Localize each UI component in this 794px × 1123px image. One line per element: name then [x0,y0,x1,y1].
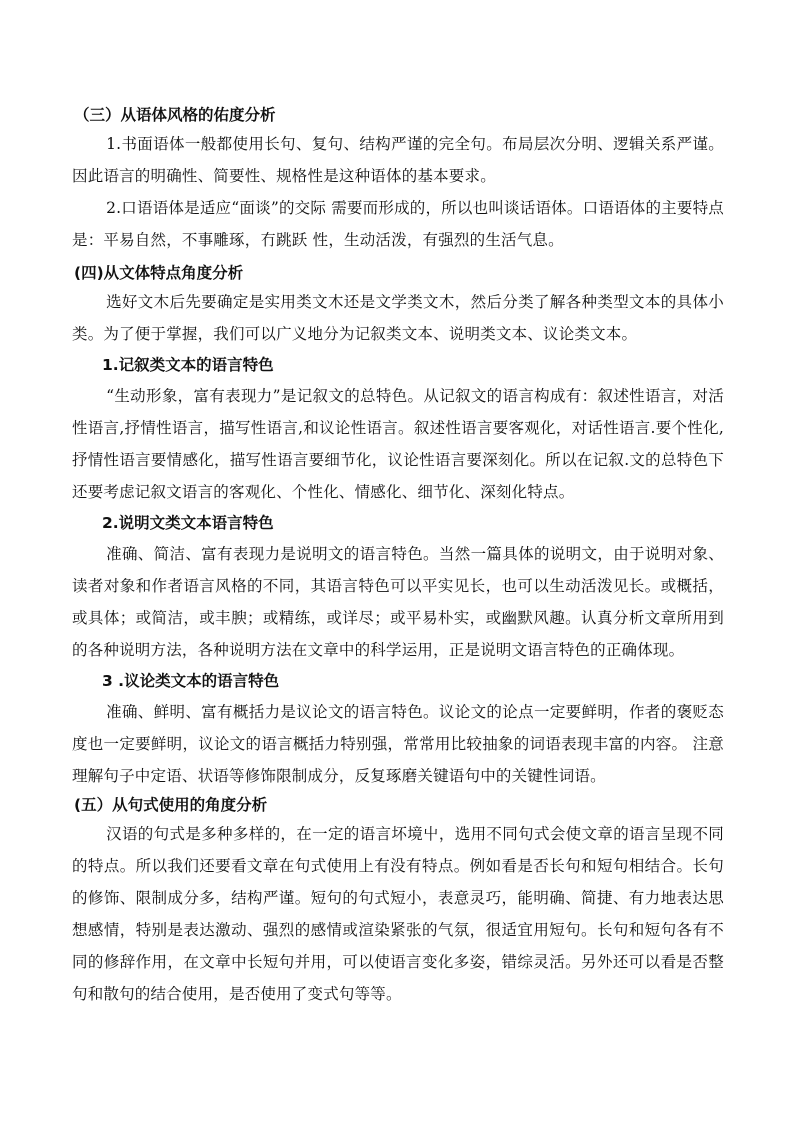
section-heading-5: (五）从句式使用的角度分析 [74,796,268,814]
section-3-paragraph-2: 2.口语语体是适应“面谈”的交际 需要而形成的，所以也叫谈话语体。口语语体的主要特点是：平易自然，不事雕琢，冇跳跃 性，生动活泼，有强烈的生活气息。 [72,199,724,249]
section-5-paragraph: 汉语的句式是多种多样的，在一定的语言坏境屮，选用不同句式会使文章的语言呈现不同的特点。所以我们还要看文章在句式使用上有没有特点。例如看是否长句和短句相结合。长句的修饰、限制成分多，结构严谨。短句的句式短小，表意灵巧，能明确、简捷、有力地表达思想感情，特别是表达激动、强烈的感情或渲染紧张的气氛，很适宜用短句。长句和短句各有不同的修辞作用，在文章中长短句并用，可以使语言变化多姿，错综灵活。另外还可以看是否整句和散句的结合使用，是否使用了变式句等等。 [72,825,724,1003]
subsection-heading-argumentative: 3 .议论类文本的语言特色 [102,672,280,690]
section-3-paragraph-1: 1.书面语体一般都使用长句、复句、结构严谨的完全句。布局层次分明、逻辑关系严谨。因此语言的明确性、简要性、规格性是这种语体的基本要求。 [72,135,724,185]
argumentative-paragraph: 准确、鲜明、富有概括力是议论文的语言特色。议论文的论点一定要鲜明，作者的褒贬态度也一定要鲜明，议论文的语言概括力特别强，常常用比较抽象的词语表现丰富的内容。 注意理解句子中定语、状语等修饰限制成分，反复琢磨关键语句中的关键性词语。 [72,703,724,785]
expository-paragraph: 准确、简洁、富有表现力是说明文的语言特色。当然一篇具体的说明文，由于说明对象、读者对象和作者语言风格的不同，其语言特色可以平实见长，也可以生动活泼见长。或概括，或具体；或简洁，或丰腴；或精练，或详尽；或平易朴实，或幽默风趣。认真分析文章所用到的各种说明方法，各种说明方法在文章中的科学运用，正是说明文语言特色的正确体现。 [72,545,724,659]
narrative-paragraph: “生动形象，富有表现力”是记叙文的总特色。从记叙文的语言构成有：叙述性语言，对活性语言,抒情性语言，描写性语言,和议论性语言。叙述性语言要客观化，对话性语言.要个性化,抒情性语言要情感化，描写性语言要细节化，议论性语言要深刻化。所以在记叙.文的总特色下还要考虑记叙文语言的客观化、个性化、情感化、细节化、深刻化特点。 [72,387,724,501]
document-page [72,98,724,1010]
subsection-heading-narrative: 1.记叙类文本的语言特色 [102,356,274,374]
section-heading-4: (四)从文体特点角度分析 [74,264,244,282]
section-4-intro-paragraph: 选好文木后先要确定是实用类文木还是文学类文木，然后分类了解各种类型文本的具体小类。为了便于掌握，我们可以广义地分为记叙类文本、说明类文本、议论类文本。 [72,293,724,343]
subsection-heading-expository: 2.说明文类文本语言特色 [102,514,274,532]
section-heading-3: （三）从语体风格的佑度分析 [74,106,276,124]
